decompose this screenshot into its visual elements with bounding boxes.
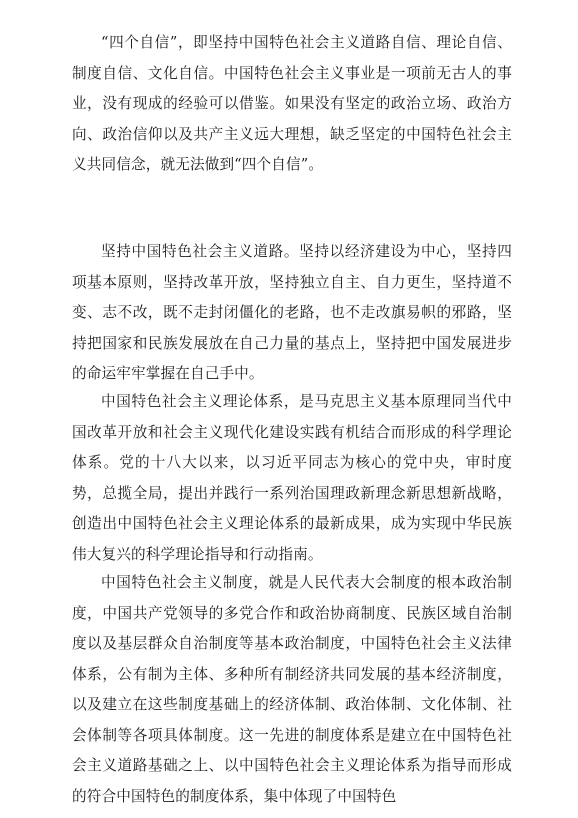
paragraph-socialist-system: 中国特色社会主义制度，就是人民代表大会制度的根本政治制度，中国共产党领导的多党合作和政治协商制度、民族区域自治制度以及基层群众自治制度等基本政治制度，中国特色社会主义法律体系，公有制为主体、多种所有制经济共同发展的基本经济制度，以及建立在这些制度基础上的经济体制、政治体制、文化体制、社会体制等各项具体制度。这一先进的制度体系是建立在中国特色社会主义道路基础之上、以中国特色社会主义理论体系为指导而形成的符合中国特色的制度体系，集中体现了中国特色 (72, 574, 512, 805)
paragraph-theoretical-system: 中国特色社会主义理论体系，是马克思主义基本原理同当代中国改革开放和社会主义现代化建设实践有机结合而形成的科学理论体系。党的十八大以来，以习近平同志为核心的党中央，审时度势，总揽全局，提出并践行一系列治国理政新理念新思想新战略，创造出中国特色社会主义理论体系的最新成果，成为实现中华民族伟大复兴的科学理论指导和行动指南。 (72, 393, 512, 563)
paragraph-four-confidences: “四个自信”，即坚持中国特色社会主义道路自信、理论自信、制度自信、文化自信。中国特色社会主义事业是一项前无古人的事业，没有现成的经验可以借鉴。如果没有坚定的政治立场、政治方向、政治信仰以及共产主义远大理想，缺乏坚定的中国特色社会主义共同信念，就无法做到“四个自信”。 (72, 34, 512, 173)
paragraph-socialist-road: 坚持中国特色社会主义道路。坚持以经济建设为中心，坚持四项基本原则，坚持改革开放，坚持独立自主、自力更生，坚持道不变、志不改，既不走封闭僵化的老路，也不走改旗易帜的邪路，坚持把国家和民族发展放在自己力量的基点上，坚持把中国发展进步的命运牢牢掌握在自己手中。 (72, 243, 512, 382)
